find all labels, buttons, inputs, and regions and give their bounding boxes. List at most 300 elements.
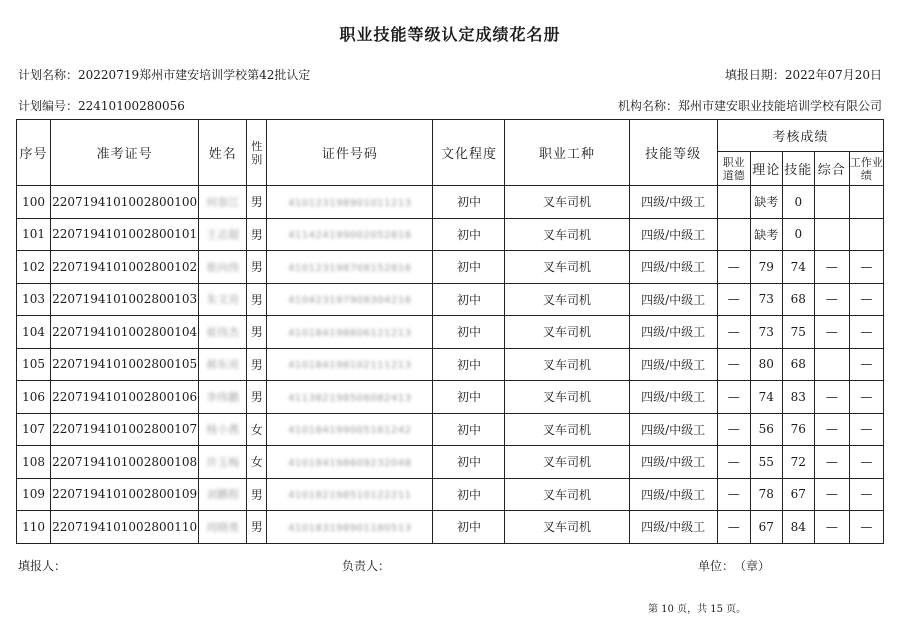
skill-score-cell-text: 68 xyxy=(790,292,806,307)
exam-no-cell-text: 2207194101002800104 xyxy=(52,324,198,339)
education-cell-text: 初中 xyxy=(456,487,481,502)
name-cell-text: 周晓勇 xyxy=(206,520,240,534)
seq-cell xyxy=(17,348,51,381)
ethics-score-cell-text: — xyxy=(727,357,740,372)
seq-cell-text: 100 xyxy=(22,194,45,209)
work-score-cell xyxy=(849,381,883,414)
id-no-cell-text: 410184198806121213 xyxy=(288,327,412,339)
name-cell-text: 杨小燕 xyxy=(206,423,240,437)
header-exam-no: 准考证号 xyxy=(51,120,199,186)
gender-cell-text: 男 xyxy=(250,520,263,535)
overall-score-cell-text: — xyxy=(825,487,838,502)
id-no-cell-text: 410183198901180513 xyxy=(288,522,412,534)
ethics-score-cell-text: — xyxy=(727,389,740,404)
seq-cell xyxy=(17,511,51,544)
plan-name-label: 计划名称： xyxy=(18,68,79,82)
exam-no-cell-text: 2207194101002800107 xyxy=(52,422,198,437)
gender-cell-text: 男 xyxy=(250,227,263,242)
id-no-cell-text: 410123198901011213 xyxy=(288,197,412,209)
exam-no-cell-text: 2207194101002800105 xyxy=(52,357,198,372)
ethics-score-cell xyxy=(717,251,750,284)
theory-score-cell xyxy=(750,381,782,414)
skill-level-cell-text: 四级/中级工 xyxy=(641,390,706,405)
gender-cell-text: 女 xyxy=(250,422,263,437)
overall-score-cell xyxy=(814,283,849,316)
seq-cell xyxy=(17,381,51,414)
ethics-score-cell-text: — xyxy=(727,292,740,307)
occupation-cell-text: 叉车司机 xyxy=(543,455,592,470)
education-cell-text: 初中 xyxy=(456,195,481,210)
occupation-cell-text: 叉车司机 xyxy=(543,195,592,210)
work-score-cell xyxy=(849,478,883,511)
education-cell xyxy=(433,446,505,479)
exam-no-cell xyxy=(51,348,199,381)
id-no-cell xyxy=(267,251,433,284)
theory-score-cell-text: 80 xyxy=(758,357,774,372)
ethics-score-cell xyxy=(717,186,750,219)
name-cell xyxy=(199,186,247,219)
header-scores: 考核成绩 xyxy=(717,120,883,152)
table-row xyxy=(17,381,884,414)
skill-score-cell-text: 83 xyxy=(790,389,806,404)
skill-score-cell xyxy=(782,381,814,414)
ethics-score-cell xyxy=(717,413,750,446)
work-score-cell-text: — xyxy=(860,454,873,469)
overall-score-cell xyxy=(814,251,849,284)
id-no-cell xyxy=(267,381,433,414)
education-cell-text: 初中 xyxy=(456,325,481,340)
education-cell xyxy=(433,478,505,511)
skill-level-cell xyxy=(629,478,717,511)
skill-score-cell xyxy=(782,478,814,511)
overall-score-cell xyxy=(814,413,849,446)
theory-score-cell xyxy=(750,283,782,316)
occupation-cell xyxy=(505,511,629,544)
education-cell xyxy=(433,218,505,251)
skill-score-cell-text: 76 xyxy=(790,422,806,437)
seq-cell-text: 103 xyxy=(22,292,45,307)
overall-score-cell xyxy=(814,381,849,414)
occupation-cell xyxy=(505,316,629,349)
document-title: 职业技能等级认定成绩花名册 xyxy=(339,25,561,44)
work-score-cell xyxy=(849,218,883,251)
org-line xyxy=(618,97,882,114)
occupation-cell xyxy=(505,283,629,316)
id-no-cell-text: 410123198708152816 xyxy=(288,262,412,274)
header-theory: 理论 xyxy=(750,152,782,186)
name-cell xyxy=(199,316,247,349)
ethics-score-cell xyxy=(717,511,750,544)
skill-score-cell-text: 0 xyxy=(794,194,803,209)
seq-cell-text: 104 xyxy=(22,324,45,339)
occupation-cell-text: 叉车司机 xyxy=(543,227,592,242)
occupation-cell xyxy=(505,186,629,219)
education-cell-text: 初中 xyxy=(456,455,481,470)
header-gender: 性别 xyxy=(247,120,267,186)
name-cell-text: 崔向伟 xyxy=(206,260,240,274)
exam-no-cell xyxy=(51,218,199,251)
skill-level-cell xyxy=(629,348,717,381)
id-no-cell-text: 411424199002052818 xyxy=(288,230,412,242)
work-score-cell xyxy=(849,511,883,544)
header-seq: 序号 xyxy=(17,120,51,186)
theory-score-cell xyxy=(750,316,782,349)
id-no-cell-text: 410184198102111213 xyxy=(288,360,412,372)
exam-no-cell-text: 2207194101002800100 xyxy=(52,194,198,209)
name-cell xyxy=(199,218,247,251)
theory-score-cell-text: 56 xyxy=(758,422,774,437)
education-cell-text: 初中 xyxy=(456,227,481,242)
occupation-cell xyxy=(505,348,629,381)
responsible-label: 负责人： xyxy=(342,559,391,573)
skill-score-cell xyxy=(782,316,814,349)
id-no-cell-text: 410423197908304216 xyxy=(288,295,412,307)
ethics-score-cell-text: — xyxy=(727,454,740,469)
name-cell-text: 刘鹏程 xyxy=(206,488,240,502)
work-score-cell xyxy=(849,446,883,479)
skill-level-cell xyxy=(629,186,717,219)
table-row xyxy=(17,251,884,284)
name-cell-text: 郝东亮 xyxy=(206,358,240,372)
overall-score-cell-text: — xyxy=(825,292,838,307)
exam-no-cell-text: 2207194101002800101 xyxy=(52,227,198,242)
theory-score-cell xyxy=(750,251,782,284)
occupation-cell-text: 叉车司机 xyxy=(543,357,592,372)
exam-no-cell xyxy=(51,446,199,479)
education-cell xyxy=(433,316,505,349)
exam-no-cell-text: 2207194101002800103 xyxy=(52,292,198,307)
exam-no-cell xyxy=(51,251,199,284)
header-work-performance: 工作业绩 xyxy=(849,152,883,186)
unit-seal-label: 单位： （章） xyxy=(698,559,771,573)
ethics-score-cell-text: — xyxy=(727,519,740,534)
work-score-cell-text: — xyxy=(860,487,873,502)
exam-no-cell xyxy=(51,413,199,446)
seq-cell xyxy=(17,251,51,284)
skill-score-cell-text: 68 xyxy=(790,357,806,372)
theory-score-cell-text: 67 xyxy=(758,519,774,534)
theory-score-cell-text: 缺考 xyxy=(754,195,779,210)
name-cell xyxy=(199,413,247,446)
overall-score-cell xyxy=(814,218,849,251)
education-cell-text: 初中 xyxy=(456,390,481,405)
skill-score-cell xyxy=(782,283,814,316)
exam-no-cell xyxy=(51,316,199,349)
theory-score-cell-text: 55 xyxy=(758,454,774,469)
work-score-cell-text: — xyxy=(860,357,873,372)
occupation-cell xyxy=(505,413,629,446)
work-score-cell xyxy=(849,283,883,316)
filler-label: 填报人： xyxy=(18,559,67,573)
skill-level-cell-text: 四级/中级工 xyxy=(641,325,706,340)
seq-cell xyxy=(17,283,51,316)
work-score-cell-text: — xyxy=(860,422,873,437)
skill-score-cell-text: 0 xyxy=(794,227,803,242)
work-score-cell xyxy=(849,348,883,381)
theory-score-cell-text: 73 xyxy=(758,324,774,339)
occupation-cell xyxy=(505,381,629,414)
work-score-cell-text: — xyxy=(860,292,873,307)
theory-score-cell-text: 79 xyxy=(758,259,774,274)
gender-cell xyxy=(247,186,267,219)
gender-cell xyxy=(247,316,267,349)
gender-cell-text: 男 xyxy=(250,260,263,275)
ethics-score-cell xyxy=(717,446,750,479)
gender-cell xyxy=(247,511,267,544)
name-cell xyxy=(199,478,247,511)
occupation-cell-text: 叉车司机 xyxy=(543,422,592,437)
skill-score-cell-text: 74 xyxy=(790,259,806,274)
education-cell xyxy=(433,348,505,381)
plan-no-line xyxy=(18,97,185,114)
id-no-cell xyxy=(267,446,433,479)
plan-no-value: 22410100280056 xyxy=(78,99,185,113)
work-score-cell xyxy=(849,186,883,219)
table-row xyxy=(17,348,884,381)
name-cell-text: 朱文亮 xyxy=(206,293,240,307)
score-roster-table xyxy=(16,119,884,544)
seq-cell-text: 108 xyxy=(22,454,45,469)
id-no-cell-text: 410184199005161242 xyxy=(288,425,412,437)
overall-score-cell-text: — xyxy=(825,454,838,469)
name-cell xyxy=(199,381,247,414)
work-score-cell-text: — xyxy=(860,259,873,274)
table-row xyxy=(17,316,884,349)
header-id-no: 证件号码 xyxy=(267,120,433,186)
skill-level-cell xyxy=(629,446,717,479)
theory-score-cell xyxy=(750,511,782,544)
ethics-score-cell xyxy=(717,316,750,349)
seq-cell-text: 107 xyxy=(22,422,45,437)
id-no-cell xyxy=(267,348,433,381)
exam-no-cell-text: 2207194101002800102 xyxy=(52,259,198,274)
skill-level-cell xyxy=(629,316,717,349)
name-cell-text: 崔伟杰 xyxy=(206,325,240,339)
id-no-cell-text: 411382198506082413 xyxy=(288,392,412,404)
header-ethics: 职业道德 xyxy=(717,152,750,186)
table-row xyxy=(17,511,884,544)
header-skill-level: 技能等级 xyxy=(629,120,717,186)
occupation-cell-text: 叉车司机 xyxy=(543,487,592,502)
overall-score-cell-text: — xyxy=(825,519,838,534)
ethics-score-cell xyxy=(717,381,750,414)
gender-cell-text: 男 xyxy=(250,292,263,307)
theory-score-cell-text: 73 xyxy=(758,292,774,307)
skill-level-cell-text: 四级/中级工 xyxy=(641,422,706,437)
overall-score-cell xyxy=(814,316,849,349)
seq-cell xyxy=(17,446,51,479)
exam-no-cell xyxy=(51,381,199,414)
skill-level-cell xyxy=(629,413,717,446)
ethics-score-cell-text: — xyxy=(727,324,740,339)
skill-score-cell xyxy=(782,348,814,381)
education-cell-text: 初中 xyxy=(456,520,481,535)
exam-no-cell xyxy=(51,186,199,219)
occupation-cell xyxy=(505,478,629,511)
theory-score-cell-text: 78 xyxy=(758,487,774,502)
education-cell xyxy=(433,186,505,219)
seq-cell-text: 109 xyxy=(22,487,45,502)
education-cell-text: 初中 xyxy=(456,357,481,372)
seq-cell xyxy=(17,316,51,349)
theory-score-cell-text: 74 xyxy=(758,389,774,404)
id-no-cell-text: 410184198609232048 xyxy=(288,457,412,469)
exam-no-cell-text: 2207194101002800108 xyxy=(52,454,198,469)
occupation-cell-text: 叉车司机 xyxy=(543,292,592,307)
plan-name-line xyxy=(18,66,310,83)
id-no-cell xyxy=(267,413,433,446)
exam-no-cell xyxy=(51,478,199,511)
theory-score-cell xyxy=(750,413,782,446)
name-cell-text: 何春江 xyxy=(206,195,240,209)
plan-no-label: 计划编号： xyxy=(18,99,79,113)
work-score-cell xyxy=(849,251,883,284)
skill-score-cell-text: 84 xyxy=(790,519,806,534)
gender-cell xyxy=(247,381,267,414)
id-no-cell-text: 410182198510122211 xyxy=(288,490,412,502)
skill-score-cell xyxy=(782,446,814,479)
skill-level-cell xyxy=(629,381,717,414)
education-cell xyxy=(433,381,505,414)
education-cell xyxy=(433,283,505,316)
skill-score-cell-text: 67 xyxy=(790,487,806,502)
work-score-cell xyxy=(849,413,883,446)
skill-level-cell-text: 四级/中级工 xyxy=(641,260,706,275)
header-education: 文化程度 xyxy=(433,120,505,186)
table-row xyxy=(17,283,884,316)
ethics-score-cell xyxy=(717,478,750,511)
skill-score-cell xyxy=(782,413,814,446)
skill-level-cell xyxy=(629,511,717,544)
org-value: 郑州市建安职业技能培训学校有限公司 xyxy=(677,99,882,113)
gender-cell xyxy=(247,218,267,251)
header-name: 姓名 xyxy=(199,120,247,186)
header-row-1 xyxy=(17,120,884,152)
table-row xyxy=(17,446,884,479)
seq-cell-text: 110 xyxy=(22,519,45,534)
id-no-cell xyxy=(267,511,433,544)
table-row xyxy=(17,186,884,219)
gender-cell-text: 男 xyxy=(250,487,263,502)
header-skill: 技能 xyxy=(782,152,814,186)
ethics-score-cell xyxy=(717,283,750,316)
education-cell-text: 初中 xyxy=(456,422,481,437)
exam-no-cell xyxy=(51,511,199,544)
header-occupation: 职业工种 xyxy=(505,120,629,186)
overall-score-cell-text: — xyxy=(825,259,838,274)
seq-cell-text: 106 xyxy=(22,389,45,404)
seq-cell-text: 105 xyxy=(22,357,45,372)
occupation-cell xyxy=(505,446,629,479)
education-cell xyxy=(433,413,505,446)
fill-date-label: 填报日期： xyxy=(724,68,785,82)
page-info: 第 10 页，共 15 页。 xyxy=(648,604,747,615)
overall-score-cell-text: — xyxy=(825,389,838,404)
education-cell-text: 初中 xyxy=(456,260,481,275)
overall-score-cell xyxy=(814,511,849,544)
seq-cell xyxy=(17,218,51,251)
theory-score-cell xyxy=(750,348,782,381)
gender-cell-text: 男 xyxy=(250,325,263,340)
skill-level-cell-text: 四级/中级工 xyxy=(641,227,706,242)
exam-no-cell-text: 2207194101002800106 xyxy=(52,389,198,404)
skill-level-cell-text: 四级/中级工 xyxy=(641,455,706,470)
skill-level-cell xyxy=(629,251,717,284)
exam-no-cell xyxy=(51,283,199,316)
table-row xyxy=(17,478,884,511)
overall-score-cell-text: — xyxy=(825,422,838,437)
gender-cell-text: 男 xyxy=(250,357,263,372)
fill-date-line xyxy=(725,66,882,83)
gender-cell-text: 男 xyxy=(250,390,263,405)
skill-level-cell-text: 四级/中级工 xyxy=(641,487,706,502)
table-row xyxy=(17,413,884,446)
seq-cell xyxy=(17,186,51,219)
occupation-cell-text: 叉车司机 xyxy=(543,520,592,535)
skill-level-cell xyxy=(629,218,717,251)
skill-score-cell xyxy=(782,251,814,284)
gender-cell xyxy=(247,413,267,446)
skill-score-cell-text: 75 xyxy=(790,324,806,339)
skill-score-cell xyxy=(782,186,814,219)
header-overall: 综合 xyxy=(814,152,849,186)
ethics-score-cell xyxy=(717,218,750,251)
seq-cell xyxy=(17,478,51,511)
name-cell xyxy=(199,446,247,479)
theory-score-cell xyxy=(750,218,782,251)
name-cell xyxy=(199,283,247,316)
gender-cell-text: 女 xyxy=(250,455,263,470)
education-cell xyxy=(433,511,505,544)
skill-level-cell-text: 四级/中级工 xyxy=(641,520,706,535)
ethics-score-cell-text: — xyxy=(727,487,740,502)
overall-score-cell xyxy=(814,348,849,381)
name-cell xyxy=(199,251,247,284)
overall-score-cell xyxy=(814,446,849,479)
overall-score-cell xyxy=(814,186,849,219)
seq-cell xyxy=(17,413,51,446)
ethics-score-cell-text: — xyxy=(727,422,740,437)
skill-level-cell xyxy=(629,283,717,316)
id-no-cell xyxy=(267,186,433,219)
name-cell-text: 王志超 xyxy=(206,228,240,242)
overall-score-cell-text: — xyxy=(825,324,838,339)
work-score-cell-text: — xyxy=(860,324,873,339)
skill-score-cell xyxy=(782,511,814,544)
occupation-cell xyxy=(505,251,629,284)
exam-no-cell-text: 2207194101002800110 xyxy=(52,519,198,534)
theory-score-cell-text: 缺考 xyxy=(754,227,779,242)
table-row xyxy=(17,218,884,251)
skill-score-cell xyxy=(782,218,814,251)
occupation-cell-text: 叉车司机 xyxy=(543,325,592,340)
name-cell xyxy=(199,511,247,544)
gender-cell xyxy=(247,348,267,381)
ethics-score-cell-text: — xyxy=(727,259,740,274)
gender-cell xyxy=(247,283,267,316)
gender-cell xyxy=(247,446,267,479)
gender-cell xyxy=(247,251,267,284)
work-score-cell xyxy=(849,316,883,349)
id-no-cell xyxy=(267,218,433,251)
education-cell xyxy=(433,251,505,284)
theory-score-cell xyxy=(750,186,782,219)
work-score-cell-text: — xyxy=(860,519,873,534)
name-cell xyxy=(199,348,247,381)
id-no-cell xyxy=(267,283,433,316)
seq-cell-text: 102 xyxy=(22,259,45,274)
org-label: 机构名称： xyxy=(617,99,678,113)
